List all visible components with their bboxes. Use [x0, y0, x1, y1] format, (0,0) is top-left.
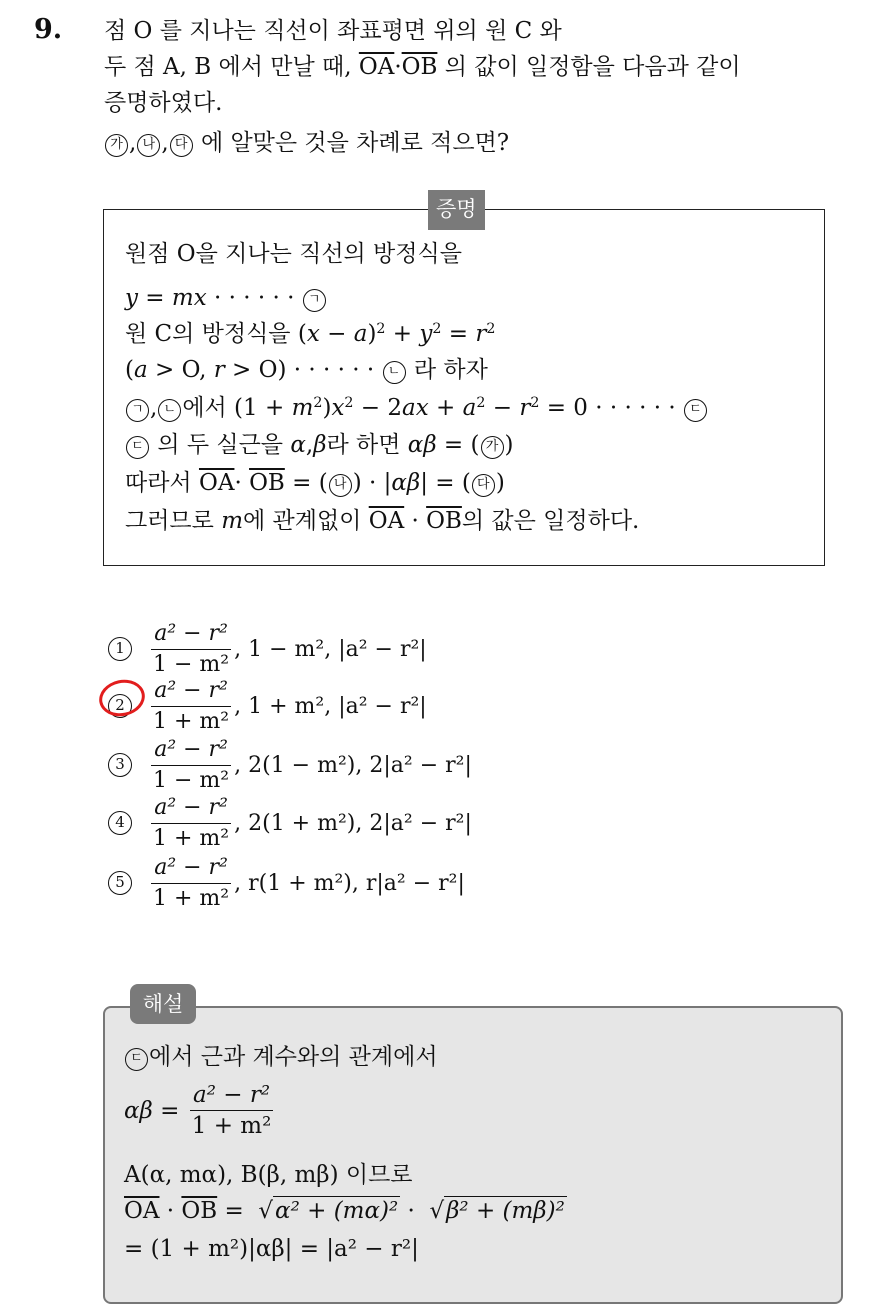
choice-number: 5	[108, 871, 132, 895]
solution-line-4: $\overline{OA} \cdot \overline{OB} = √\alpha^2 + (m\alpha)^2 \cdot √\beta^2 + (m\beta)^2$	[124, 1198, 565, 1224]
proof-line-5: ㄱ , ㄴ 에서 $(1 + m^2)x^2 - 2ax + a^2 - r^2 = 0$ · · · · · · ㄷ	[125, 390, 708, 426]
choice-number: 3	[108, 753, 132, 777]
blank-da-marker: 다	[170, 134, 193, 157]
solution-line-2: αβ = $\frac{\text{a² − r²}}{\text{1 + m²}}$	[124, 1082, 276, 1139]
solution-line-1: ㄷ 에서 근과 계수와의 관계에서	[124, 1040, 438, 1074]
choice-4[interactable]: 4 $\frac{\text{a² − r²}}{\text{1 + m²}}$ , 2(1 + m²), 2|a² − r²|	[108, 795, 472, 851]
question-line-1: 점 O 를 지나는 직선이 좌표평면 위의 원 C 와	[104, 18, 562, 44]
proof-line-1: 원점 O을 지나는 직선의 방정식을	[125, 241, 462, 267]
choice-number: 2	[108, 694, 132, 718]
proof-line-6: ㄷ 의 두 실근을 α,β라 하면 αβ = ( 가 )	[125, 427, 513, 463]
choice-2[interactable]: 2 $\frac{\text{a² − r²}}{\text{1 + m²}}$ , 1 + m², |a² − r²|	[108, 678, 427, 734]
blank-na-marker: 나	[137, 134, 160, 157]
choice-number: 1	[108, 637, 132, 661]
choice-fraction: $\frac{\text{a² − r²}}{\text{1 + m²}}$	[153, 794, 230, 851]
solution-title: 해설	[130, 984, 196, 1024]
solution-line-5: = (1 + m²)|αβ| = |a² − r²|	[124, 1236, 419, 1262]
question-number: 9.	[34, 14, 63, 45]
proof-line-7: 따라서 $\overline{OA}\cdot \overline{OB}$ = ( 나 ) · |αβ| = ( 다 )	[125, 470, 505, 496]
choice-fraction: $\frac{\text{a² − r²}}{\text{1 − m²}}$	[153, 736, 230, 793]
question-line-3: 증명하였다.	[104, 90, 223, 116]
solution-fraction: $\frac{\text{a² − r²}}{\text{1 + m²}}$	[191, 1082, 272, 1139]
question-line-4: 가 , 나 , 다 에 알맞은 것을 차례로 적으면?	[104, 126, 509, 160]
proof-line-3: 원 C의 방정식을 $(x - a)^2 + y^2 = r^2$	[125, 321, 496, 347]
solution-line-3: A(α, mα), B(β, mβ) 이므로	[124, 1162, 413, 1188]
choice-5[interactable]: 5 $\frac{\text{a² − r²}}{\text{1 + m²}}$ , r(1 + m²), r|a² − r²|	[108, 855, 465, 911]
choice-fraction: $\frac{\text{a² − r²}}{\text{1 − m²}}$	[153, 620, 230, 677]
choice-1[interactable]: 1 $\frac{\text{a² − r²}}{\text{1 − m²}}$ , 1 − m², |a² − r²|	[108, 621, 427, 677]
choice-fraction: $\frac{\text{a² − r²}}{\text{1 + m²}}$	[153, 677, 230, 734]
choice-3[interactable]: 3 $\frac{\text{a² − r²}}{\text{1 − m²}}$ , 2(1 − m²), 2|a² − r²|	[108, 737, 472, 793]
question-line-2: 두 점 A, B 에서 만날 때, $\overline{OA}\cdot\overline{OB}$ 의 값이 일정함을 다음과 같이	[104, 54, 741, 80]
proof-line-4: (a > O, r > O) · · · · · · ㄴ 라 하자	[125, 357, 488, 383]
choice-fraction: $\frac{\text{a² − r²}}{\text{1 + m²}}$	[153, 854, 230, 911]
choice-number: 4	[108, 811, 132, 835]
proof-line-8: 그러므로 m에 관계없이 $\overline{OA} \cdot \overline{OB}$의 값은 일정하다.	[125, 508, 640, 534]
proof-title: 증명	[428, 190, 485, 230]
proof-line-2: y = mx · · · · · · ㄱ	[125, 280, 327, 316]
blank-ga-marker: 가	[105, 134, 128, 157]
